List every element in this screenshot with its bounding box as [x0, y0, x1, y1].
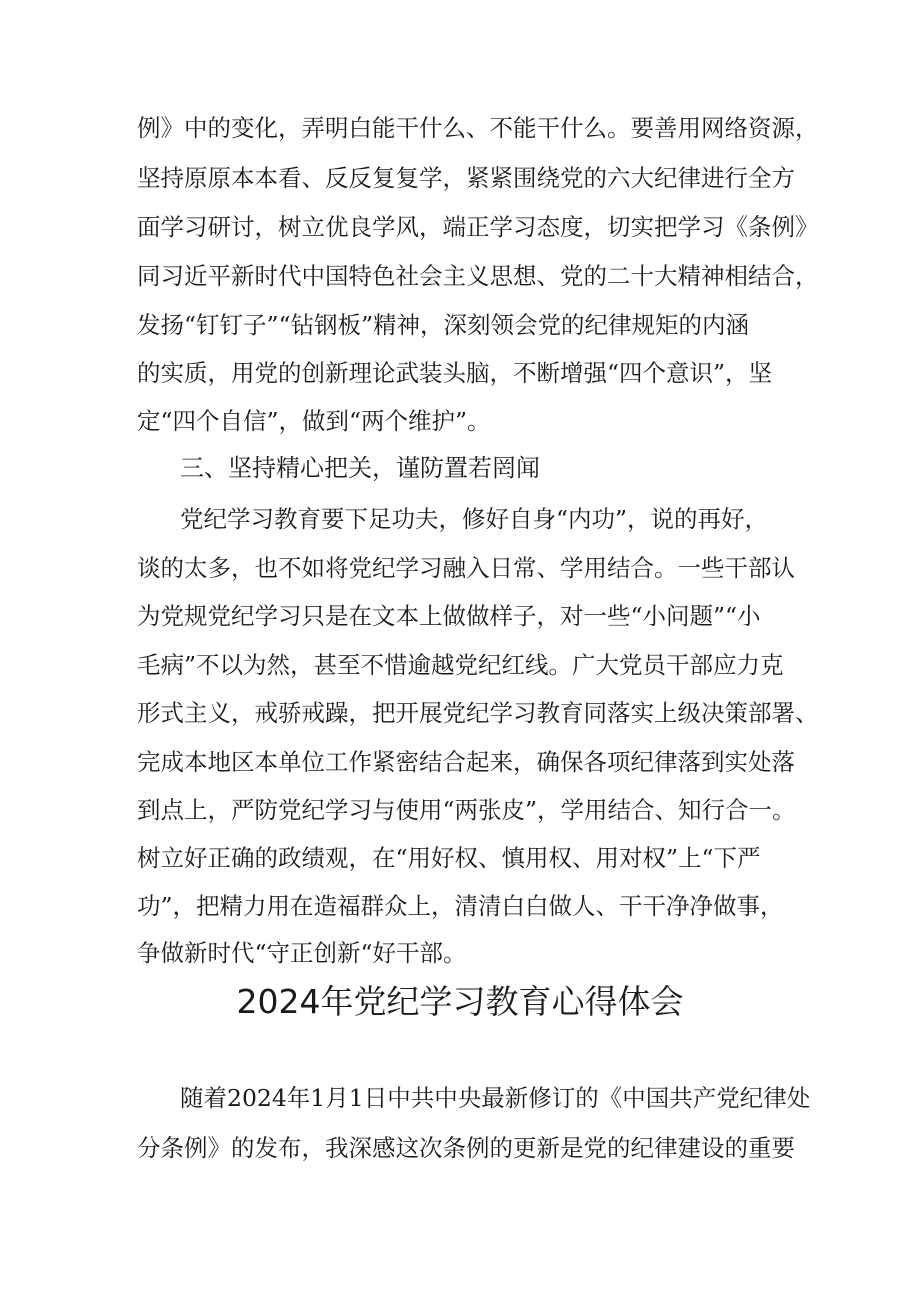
paragraph-line: 面学习研讨，树立优良学风，端正学习态度，切实把学习《条例》 [137, 213, 819, 241]
paragraph-line: 为党规党纪学习只是在文本上做做样子，对一些“小问题”“小 [137, 602, 761, 630]
paragraph-line: 争做新时代“守正创新“好干部。 [137, 939, 467, 967]
paragraph-line: 毛病”不以为然，甚至不惜逾越党纪红线。广大党员干部应力克 [137, 651, 784, 679]
paragraph-line: 到点上，严防党纪学习与使用“两张皮”，学用结合、知行合一。 [137, 796, 796, 824]
paragraph-line: 树立好正确的政绩观，在“用好权、慎用权、用对权”上“下严 [137, 844, 761, 872]
paragraph-line: 坚持原原本本看、反反复复学，紧紧围绕党的六大纪律进行全方 [137, 164, 795, 192]
paragraph-line: 谈的太多，也不如将党纪学习融入日常、学用结合。一些干部认 [137, 554, 795, 582]
paragraph-line: 形式主义，戒骄戒躁，把开展党纪学习教育同落实上级决策部署、 [137, 699, 819, 727]
article-title: 2024年党纪学习教育心得体会 [236, 982, 684, 1021]
paragraph-line: 发扬“钉钉子”“钻钢板”精神，深刻领会党的纪律规矩的内涵 [137, 311, 750, 339]
section-heading: 三、坚持精心把关，谨防置若罔闻 [180, 454, 540, 482]
paragraph-line: 党纪学习教育要下足功夫，修好自身“内功”，说的再好， [180, 505, 769, 533]
paragraph-line: 完成本地区本单位工作紧密结合起来，确保各项纪律落到实处落 [137, 748, 795, 776]
paragraph-line: 功”，把精力用在造福群众上，清清白白做人、干干净净做事， [137, 892, 784, 920]
paragraph-line: 例》中的变化，弄明白能干什么、不能干什么。要善用网络资源， [137, 114, 819, 142]
paragraph-line: 定“四个自信”，做到“两个维护”。 [137, 407, 491, 435]
paragraph-line: 同习近平新时代中国特色社会主义思想、党的二十大精神相结合， [137, 262, 819, 290]
paragraph-line: 的实质，用党的创新理论武装头脑，不断增强“四个意识”，坚 [137, 359, 773, 387]
paragraph-line: 分条例》的发布，我深感这次条例的更新是党的纪律建设的重要 [137, 1134, 795, 1162]
paragraph-line: 随着2024年1月1日中共中央最新修订的《中国共产党纪律处 [180, 1084, 811, 1112]
